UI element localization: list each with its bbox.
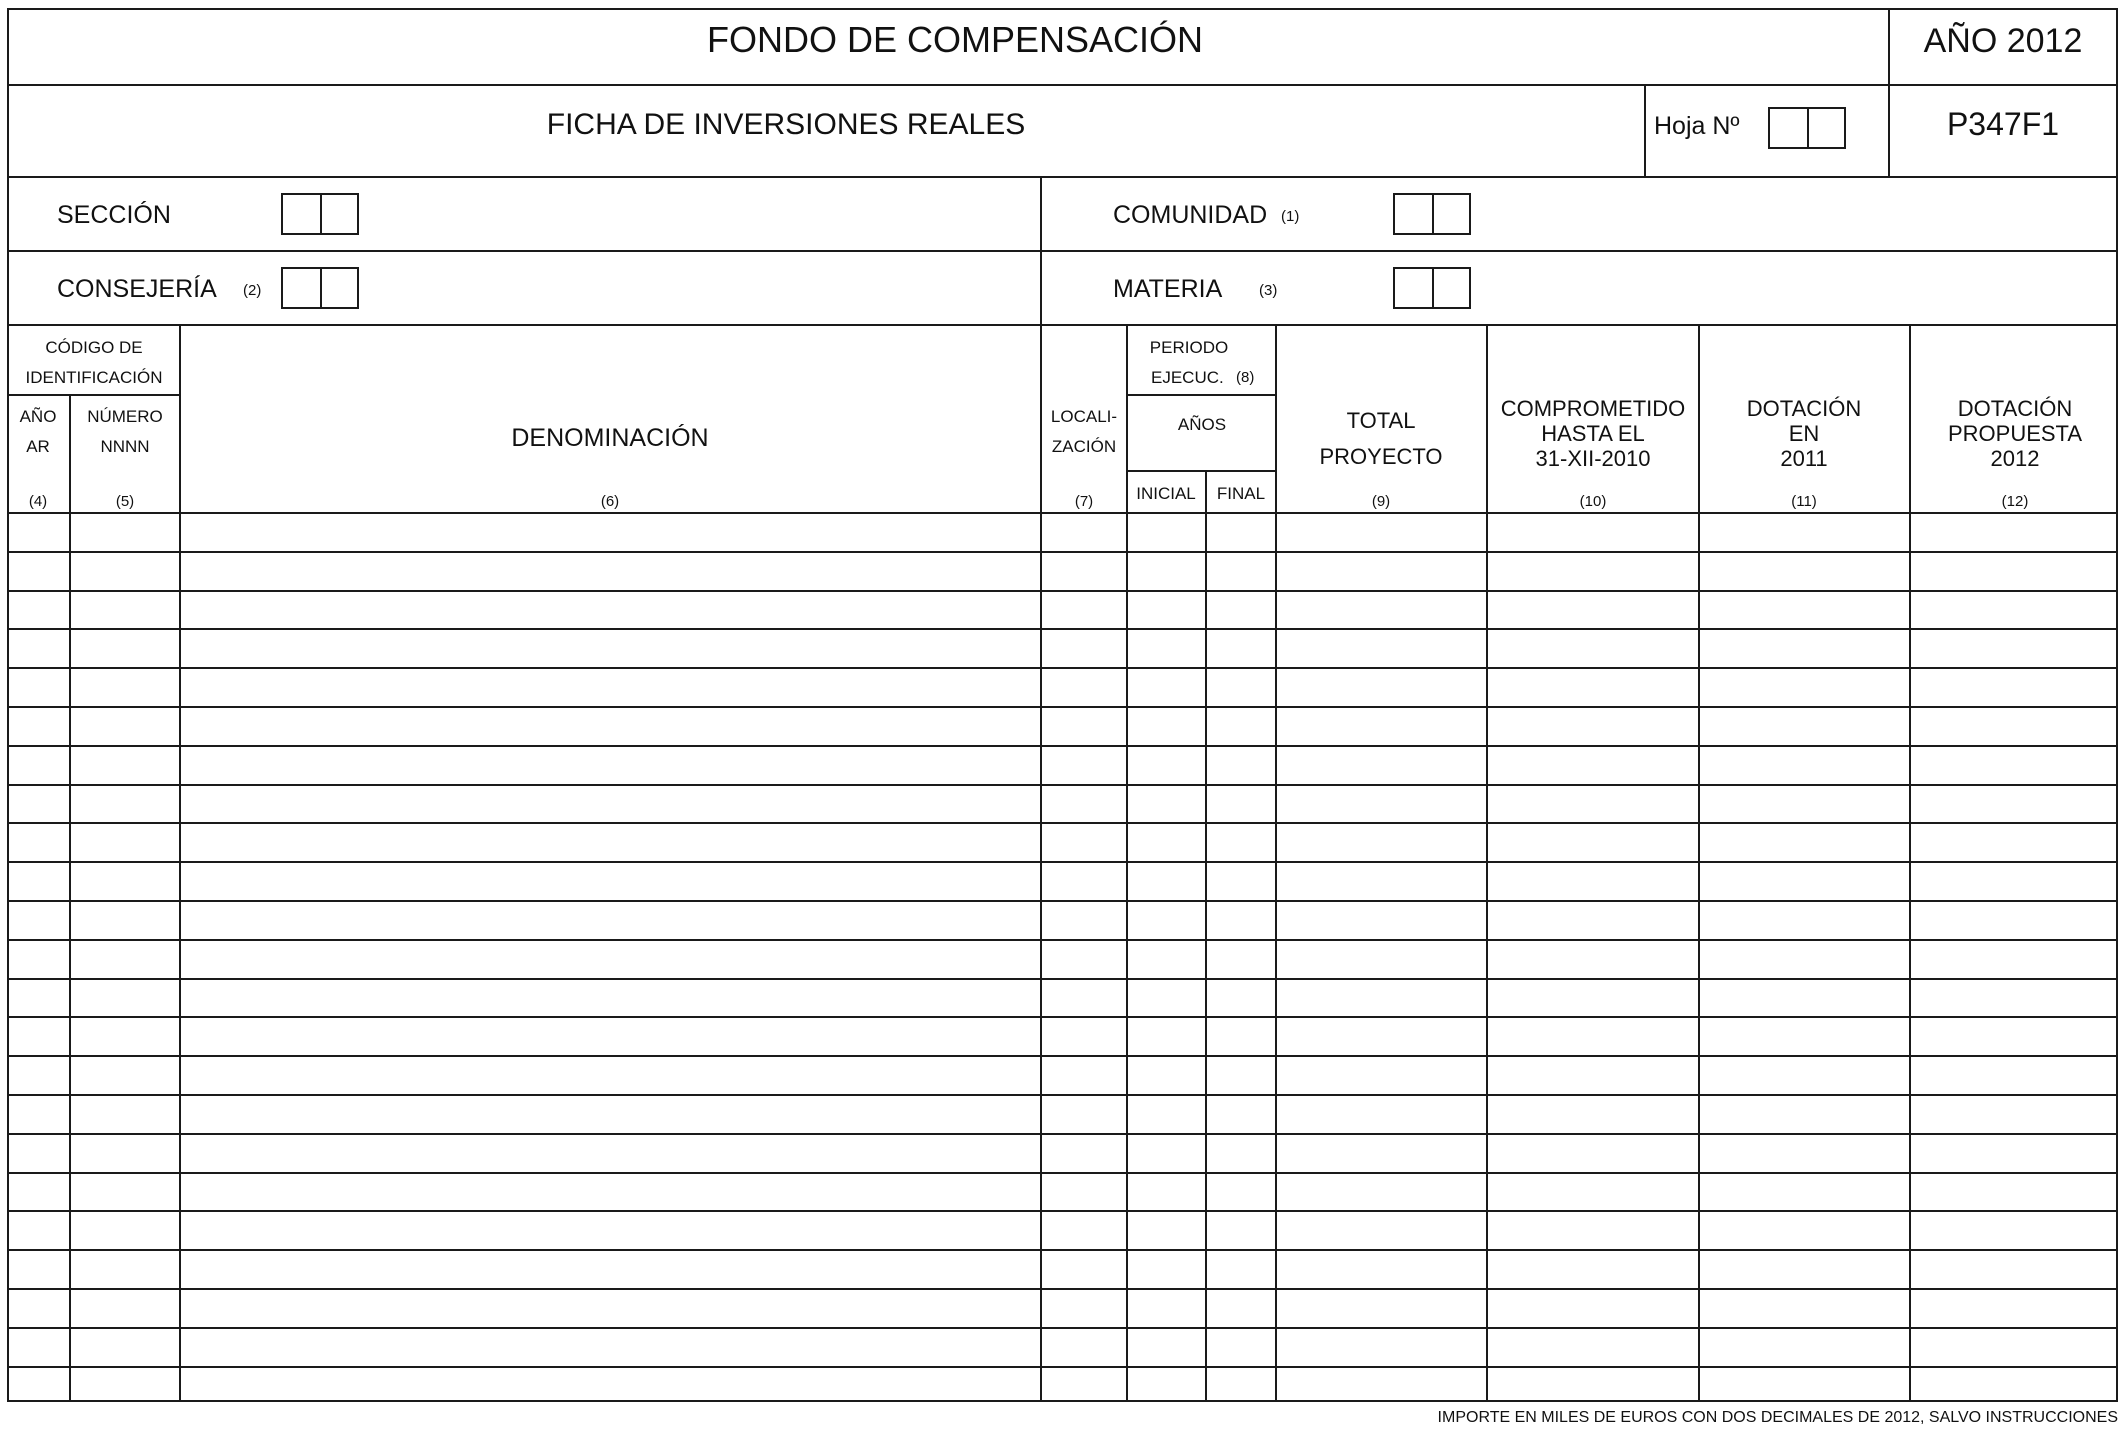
dotacion-propuesta-header: DOTACIÓN	[1957, 396, 2073, 421]
table-cell[interactable]	[1210, 1057, 1272, 1092]
table-cell[interactable]	[184, 514, 1037, 549]
table-cell[interactable]	[1210, 1290, 1272, 1325]
table-cell[interactable]	[1280, 553, 1483, 588]
table-cell[interactable]	[1280, 1057, 1483, 1092]
table-cell[interactable]	[1131, 1018, 1202, 1053]
table-cell[interactable]	[1703, 1135, 1906, 1170]
table-cell[interactable]	[184, 1329, 1037, 1364]
table-cell[interactable]	[1045, 1329, 1123, 1364]
col-line-final	[1275, 324, 1277, 1402]
table-cell[interactable]	[1131, 980, 1202, 1015]
codigo-header-bottom	[7, 394, 181, 396]
table-cell[interactable]	[1491, 592, 1695, 627]
table-cell[interactable]	[1210, 980, 1272, 1015]
table-cell[interactable]	[1280, 514, 1483, 549]
form-year: AÑO 2012	[1923, 22, 2083, 60]
table-cell[interactable]	[74, 863, 176, 898]
table-cell[interactable]	[74, 592, 176, 627]
table-cell[interactable]	[1210, 1018, 1272, 1053]
table-cell[interactable]	[1914, 1057, 2114, 1092]
table-cell[interactable]	[184, 1212, 1037, 1247]
table-cell[interactable]	[1491, 786, 1695, 821]
table-cell[interactable]	[74, 1174, 176, 1209]
table-cell[interactable]	[11, 669, 66, 704]
year-divider	[1888, 8, 1890, 178]
table-cell[interactable]	[1131, 1290, 1202, 1325]
table-cell[interactable]	[11, 1174, 66, 1209]
form-subtitle: FICHA DE INVERSIONES REALES	[546, 108, 1026, 141]
numero-header: NÚMERO	[87, 407, 163, 426]
seccion-row-bottom	[7, 250, 2118, 252]
table-cell[interactable]	[1210, 1212, 1272, 1247]
table-cell[interactable]	[1914, 747, 2114, 782]
table-cell[interactable]	[1491, 941, 1695, 976]
table-cell[interactable]	[1491, 1251, 1695, 1286]
table-cell[interactable]	[1210, 824, 1272, 859]
form-code: P347F1	[1946, 106, 2060, 142]
table-cell[interactable]	[1045, 1290, 1123, 1325]
table-cell[interactable]	[1491, 863, 1695, 898]
table-cell[interactable]	[1703, 786, 1906, 821]
table-cell[interactable]	[1210, 553, 1272, 588]
table-cell[interactable]	[1914, 863, 2114, 898]
table-cell[interactable]	[1491, 1329, 1695, 1364]
table-cell[interactable]	[1280, 980, 1483, 1015]
table-cell[interactable]	[1280, 708, 1483, 743]
table-cell[interactable]	[184, 902, 1037, 937]
table-cell[interactable]	[1491, 1290, 1695, 1325]
table-cell[interactable]	[1703, 941, 1906, 976]
consejeria-row-bottom	[7, 324, 2118, 326]
table-cell[interactable]	[1703, 630, 1906, 665]
col-line-total	[1486, 324, 1488, 1402]
table-cell[interactable]	[1131, 553, 1202, 588]
table-cell[interactable]	[184, 863, 1037, 898]
table-cell[interactable]	[1280, 1018, 1483, 1053]
dotacion-propuesta-header-line2: PROPUESTA	[1947, 421, 2083, 446]
table-cell[interactable]	[1491, 1135, 1695, 1170]
table-cell[interactable]	[1703, 824, 1906, 859]
table-cell[interactable]	[74, 941, 176, 976]
table-cell[interactable]	[1045, 514, 1123, 549]
table-cell[interactable]	[184, 1096, 1037, 1131]
table-cell[interactable]	[184, 786, 1037, 821]
table-cell[interactable]	[1210, 630, 1272, 665]
table-cell[interactable]	[1131, 1096, 1202, 1131]
table-cell[interactable]	[1914, 630, 2114, 665]
table-cell[interactable]	[1131, 630, 1202, 665]
table-cell[interactable]	[1045, 941, 1123, 976]
consejeria-field[interactable]	[281, 267, 359, 309]
total-header-line2: PROYECTO	[1319, 444, 1443, 469]
comunidad-label: COMUNIDAD	[1113, 201, 1268, 229]
inicial-header: INICIAL	[1136, 484, 1196, 503]
table-cell[interactable]	[1210, 592, 1272, 627]
comprometido-header: COMPROMETIDO	[1500, 396, 1686, 421]
anos-header: AÑOS	[1177, 415, 1227, 434]
table-cell[interactable]	[1210, 1329, 1272, 1364]
table-cell[interactable]	[1914, 1096, 2114, 1131]
table-cell[interactable]	[1703, 1057, 1906, 1092]
table-cell[interactable]	[184, 1174, 1037, 1209]
table-cell[interactable]	[1131, 592, 1202, 627]
table-cell[interactable]	[1914, 1290, 2114, 1325]
periodo-header-line2: EJECUC.	[1151, 368, 1224, 387]
table-cell[interactable]	[1491, 1174, 1695, 1209]
table-cell[interactable]	[1703, 708, 1906, 743]
table-cell[interactable]	[1280, 669, 1483, 704]
table-cell[interactable]	[1703, 669, 1906, 704]
table-cell[interactable]	[1491, 553, 1695, 588]
ano-header-line2: AR	[26, 437, 50, 456]
table-cell[interactable]	[1280, 1251, 1483, 1286]
table-cell[interactable]	[1703, 980, 1906, 1015]
col-line-numero	[179, 324, 181, 1402]
comunidad-field[interactable]	[1393, 193, 1471, 235]
form-title: FONDO DE COMPENSACIÓN	[706, 19, 1204, 60]
table-cell[interactable]	[11, 941, 66, 976]
table-cell[interactable]	[1914, 1212, 2114, 1247]
table-cell[interactable]	[1045, 1018, 1123, 1053]
table-cell[interactable]	[1131, 1057, 1202, 1092]
numero-ref: (5)	[115, 493, 135, 510]
table-cell[interactable]	[1045, 824, 1123, 859]
table-cell[interactable]	[74, 902, 176, 937]
table-cell[interactable]	[1131, 786, 1202, 821]
dotacion-en-ref: (11)	[1791, 493, 1817, 510]
table-cell[interactable]	[74, 1368, 176, 1403]
table-cell[interactable]	[74, 630, 176, 665]
table-cell[interactable]	[184, 747, 1037, 782]
table-cell[interactable]	[74, 1135, 176, 1170]
seccion-field[interactable]	[281, 193, 359, 235]
subtitle-band-bottom	[7, 176, 2118, 178]
table-cell[interactable]	[1210, 1251, 1272, 1286]
table-cell[interactable]	[184, 553, 1037, 588]
comprometido-header-line3: 31-XII-2010	[1535, 446, 1651, 471]
table-cell[interactable]	[11, 786, 66, 821]
table-cell[interactable]	[1045, 786, 1123, 821]
table-cell[interactable]	[184, 1290, 1037, 1325]
consejeria-label: CONSEJERÍA	[57, 275, 217, 303]
table-cell[interactable]	[11, 1290, 66, 1325]
table-cell[interactable]	[1280, 1096, 1483, 1131]
table-cell[interactable]	[1280, 630, 1483, 665]
table-cell[interactable]	[1131, 708, 1202, 743]
codigo-header-line2: IDENTIFICACIÓN	[25, 368, 163, 387]
table-cell[interactable]	[11, 1018, 66, 1053]
table-cell[interactable]	[11, 630, 66, 665]
periodo-header-bottom	[1127, 394, 1276, 396]
table-cell[interactable]	[1210, 708, 1272, 743]
table-cell[interactable]	[74, 786, 176, 821]
sheet-number-label: Hoja Nº	[1654, 112, 1740, 140]
table-cell[interactable]	[1914, 669, 2114, 704]
table-cell[interactable]	[1131, 1212, 1202, 1247]
table-cell[interactable]	[11, 747, 66, 782]
table-cell[interactable]	[1491, 1018, 1695, 1053]
fields-center-divider	[1040, 176, 1042, 1402]
table-cell[interactable]	[1280, 902, 1483, 937]
periodo-ref: (8)	[1236, 369, 1255, 386]
table-cell[interactable]	[184, 592, 1037, 627]
table-cell[interactable]	[1491, 708, 1695, 743]
table-cell[interactable]	[1210, 669, 1272, 704]
table-cell[interactable]	[184, 1135, 1037, 1170]
table-cell[interactable]	[1045, 669, 1123, 704]
localizacion-header: LOCALI-	[1050, 407, 1118, 426]
col-line-inicial	[1205, 470, 1207, 1402]
table-cell[interactable]	[1914, 786, 2114, 821]
table-cell[interactable]	[1210, 514, 1272, 549]
table-cell[interactable]	[1280, 592, 1483, 627]
table-cell[interactable]	[11, 824, 66, 859]
table-cell[interactable]	[1703, 1290, 1906, 1325]
table-cell[interactable]	[74, 747, 176, 782]
table-cell[interactable]	[1045, 1174, 1123, 1209]
table-cell[interactable]	[1491, 902, 1695, 937]
table-cell[interactable]	[11, 1057, 66, 1092]
table-cell[interactable]	[74, 1096, 176, 1131]
table-cell[interactable]	[1914, 1174, 2114, 1209]
table-cell[interactable]	[11, 1212, 66, 1247]
table-cell[interactable]	[1045, 747, 1123, 782]
numero-header-line2: NNNN	[100, 437, 150, 456]
table-cell[interactable]	[1491, 669, 1695, 704]
table-cell[interactable]	[74, 1057, 176, 1092]
table-cell[interactable]	[1210, 1096, 1272, 1131]
localizacion-ref: (7)	[1074, 493, 1094, 510]
table-cell[interactable]	[74, 514, 176, 549]
table-cell[interactable]	[74, 708, 176, 743]
table-cell[interactable]	[1045, 1096, 1123, 1131]
table-cell[interactable]	[1045, 863, 1123, 898]
table-cell[interactable]	[1914, 553, 2114, 588]
consejeria-ref: (2)	[243, 282, 262, 299]
table-cell[interactable]	[1491, 980, 1695, 1015]
table-cell[interactable]	[1914, 708, 2114, 743]
comunidad-ref: (1)	[1281, 208, 1300, 225]
table-cell[interactable]	[1210, 1174, 1272, 1209]
table-cell[interactable]	[74, 1329, 176, 1364]
table-cell[interactable]	[1491, 514, 1695, 549]
materia-label: MATERIA	[1113, 275, 1223, 303]
table-cell[interactable]	[1914, 1018, 2114, 1053]
table-cell[interactable]	[1131, 863, 1202, 898]
footer-note: IMPORTE EN MILES DE EUROS CON DOS DECIMALES DE 2012, SALVO INSTRUCCIONES	[1437, 1409, 2118, 1426]
table-cell[interactable]	[1280, 824, 1483, 859]
table-cell[interactable]	[1045, 1212, 1123, 1247]
table-cell[interactable]	[1045, 708, 1123, 743]
table-cell[interactable]	[11, 863, 66, 898]
table-cell[interactable]	[184, 824, 1037, 859]
localizacion-header-line2: ZACIÓN	[1051, 437, 1117, 456]
table-cell[interactable]	[1210, 786, 1272, 821]
ano-ref: (4)	[28, 493, 48, 510]
table-cell[interactable]	[1131, 514, 1202, 549]
dotacion-en-header: DOTACIÓN	[1746, 396, 1862, 421]
table-cell[interactable]	[11, 980, 66, 1015]
table-cell[interactable]	[1210, 747, 1272, 782]
table-cell[interactable]	[1914, 902, 2114, 937]
seccion-label: SECCIÓN	[57, 201, 171, 229]
table-cell[interactable]	[74, 553, 176, 588]
table-cell[interactable]	[1131, 941, 1202, 976]
table-cell[interactable]	[1703, 902, 1906, 937]
title-band-bottom	[7, 84, 2118, 86]
table-cell[interactable]	[1914, 1251, 2114, 1286]
table-cell[interactable]	[1045, 1135, 1123, 1170]
sheet-divider	[1644, 84, 1646, 178]
table-cell[interactable]	[1914, 1368, 2114, 1403]
table-cell[interactable]	[1045, 1057, 1123, 1092]
table-cell[interactable]	[1045, 902, 1123, 937]
table-cell[interactable]	[184, 630, 1037, 665]
ano-header: AÑO	[19, 407, 57, 426]
table-cell[interactable]	[11, 514, 66, 549]
table-cell[interactable]	[184, 1018, 1037, 1053]
table-cell[interactable]	[1045, 553, 1123, 588]
table-cell[interactable]	[1210, 902, 1272, 937]
table-cell[interactable]	[1045, 630, 1123, 665]
table-cell[interactable]	[1131, 669, 1202, 704]
table-cell[interactable]	[1045, 1251, 1123, 1286]
table-cell[interactable]	[1491, 1096, 1695, 1131]
table-cell[interactable]	[1703, 863, 1906, 898]
table-cell[interactable]	[74, 980, 176, 1015]
table-cell[interactable]	[1131, 1251, 1202, 1286]
table-cell[interactable]	[1914, 980, 2114, 1015]
comprometido-header-line2: HASTA EL	[1541, 421, 1645, 446]
table-cell[interactable]	[1914, 1135, 2114, 1170]
table-cell[interactable]	[11, 553, 66, 588]
table-cell[interactable]	[74, 1251, 176, 1286]
table-cell[interactable]	[1914, 824, 2114, 859]
total-header: TOTAL	[1346, 408, 1416, 433]
table-cell[interactable]	[1703, 1251, 1906, 1286]
table-cell[interactable]	[184, 1251, 1037, 1286]
table-cell[interactable]	[74, 1290, 176, 1325]
table-cell[interactable]	[1131, 1329, 1202, 1364]
table-cell[interactable]	[184, 669, 1037, 704]
table-cell[interactable]	[1045, 1368, 1123, 1403]
total-ref: (9)	[1371, 493, 1391, 510]
table-cell[interactable]	[1703, 514, 1906, 549]
materia-field[interactable]	[1393, 267, 1471, 309]
table-cell[interactable]	[11, 1329, 66, 1364]
table-cell[interactable]	[1280, 863, 1483, 898]
table-cell[interactable]	[1491, 1368, 1695, 1403]
dotacion-propuesta-ref: (12)	[2001, 493, 2029, 510]
dotacion-propuesta-header-line3: 2012	[1990, 446, 2040, 471]
table-cell[interactable]	[1914, 592, 2114, 627]
table-cell[interactable]	[1703, 1096, 1906, 1131]
denominacion-ref: (6)	[600, 493, 620, 510]
table-cell[interactable]	[1703, 1212, 1906, 1247]
col-line-dotacion-en	[1909, 324, 1911, 1402]
table-cell[interactable]	[11, 902, 66, 937]
table-cell[interactable]	[184, 708, 1037, 743]
table-cell[interactable]	[11, 1135, 66, 1170]
table-cell[interactable]	[184, 941, 1037, 976]
table-cell[interactable]	[1045, 592, 1123, 627]
denominacion-header: DENOMINACIÓN	[511, 424, 709, 452]
table-cell[interactable]	[1280, 786, 1483, 821]
table-cell[interactable]	[74, 1212, 176, 1247]
table-cell[interactable]	[1914, 514, 2114, 549]
table-cell[interactable]	[184, 1368, 1037, 1403]
table-cell[interactable]	[184, 980, 1037, 1015]
table-cell[interactable]	[11, 592, 66, 627]
materia-ref: (3)	[1259, 282, 1278, 299]
table-cell[interactable]	[1491, 824, 1695, 859]
table-cell[interactable]	[1131, 902, 1202, 937]
table-cell[interactable]	[184, 1057, 1037, 1092]
table-cell[interactable]	[11, 1096, 66, 1131]
table-cell[interactable]	[1280, 1368, 1483, 1403]
table-cell[interactable]	[1280, 1329, 1483, 1364]
table-cell[interactable]	[1703, 1174, 1906, 1209]
sheet-number-field[interactable]	[1768, 107, 1846, 149]
table-cell[interactable]	[1914, 1329, 2114, 1364]
final-header: FINAL	[1216, 484, 1266, 503]
table-cell[interactable]	[1280, 1174, 1483, 1209]
table-cell[interactable]	[1703, 1018, 1906, 1053]
table-cell[interactable]	[74, 1018, 176, 1053]
dotacion-en-header-line2: EN	[1788, 421, 1820, 446]
table-cell[interactable]	[1210, 941, 1272, 976]
table-cell[interactable]	[1703, 1329, 1906, 1364]
codigo-header: CÓDIGO DE	[45, 338, 143, 357]
table-cell[interactable]	[1210, 1135, 1272, 1170]
table-cell[interactable]	[1045, 980, 1123, 1015]
comprometido-ref: (10)	[1579, 493, 1607, 510]
table-cell[interactable]	[11, 1368, 66, 1403]
table-cell[interactable]	[1280, 1135, 1483, 1170]
table-cell[interactable]	[1703, 592, 1906, 627]
table-cell[interactable]	[1703, 747, 1906, 782]
table-cell[interactable]	[1131, 1135, 1202, 1170]
table-cell[interactable]	[1491, 630, 1695, 665]
table-cell[interactable]	[1280, 941, 1483, 976]
table-cell[interactable]	[11, 708, 66, 743]
table-cell[interactable]	[11, 1251, 66, 1286]
table-cell[interactable]	[1210, 863, 1272, 898]
table-cell[interactable]	[1703, 1368, 1906, 1403]
table-cell[interactable]	[1491, 1057, 1695, 1092]
dotacion-en-header-line3: 2011	[1780, 446, 1828, 471]
table-cell[interactable]	[1131, 824, 1202, 859]
col-line-localizacion	[1126, 324, 1128, 1402]
table-cell[interactable]	[1280, 1290, 1483, 1325]
table-cell[interactable]	[1131, 1368, 1202, 1403]
table-cell[interactable]	[74, 824, 176, 859]
table-cell[interactable]	[1131, 747, 1202, 782]
table-cell[interactable]	[1914, 941, 2114, 976]
anos-header-bottom	[1127, 470, 1276, 472]
table-cell[interactable]	[1491, 1212, 1695, 1247]
table-cell[interactable]	[1210, 1368, 1272, 1403]
table-cell[interactable]	[74, 669, 176, 704]
table-cell[interactable]	[1703, 553, 1906, 588]
table-cell[interactable]	[1131, 1174, 1202, 1209]
periodo-header: PERIODO	[1149, 338, 1229, 357]
table-cell[interactable]	[1280, 1212, 1483, 1247]
col-line-comprometido	[1698, 324, 1700, 1402]
table-cell[interactable]	[1280, 747, 1483, 782]
table-cell[interactable]	[1491, 747, 1695, 782]
